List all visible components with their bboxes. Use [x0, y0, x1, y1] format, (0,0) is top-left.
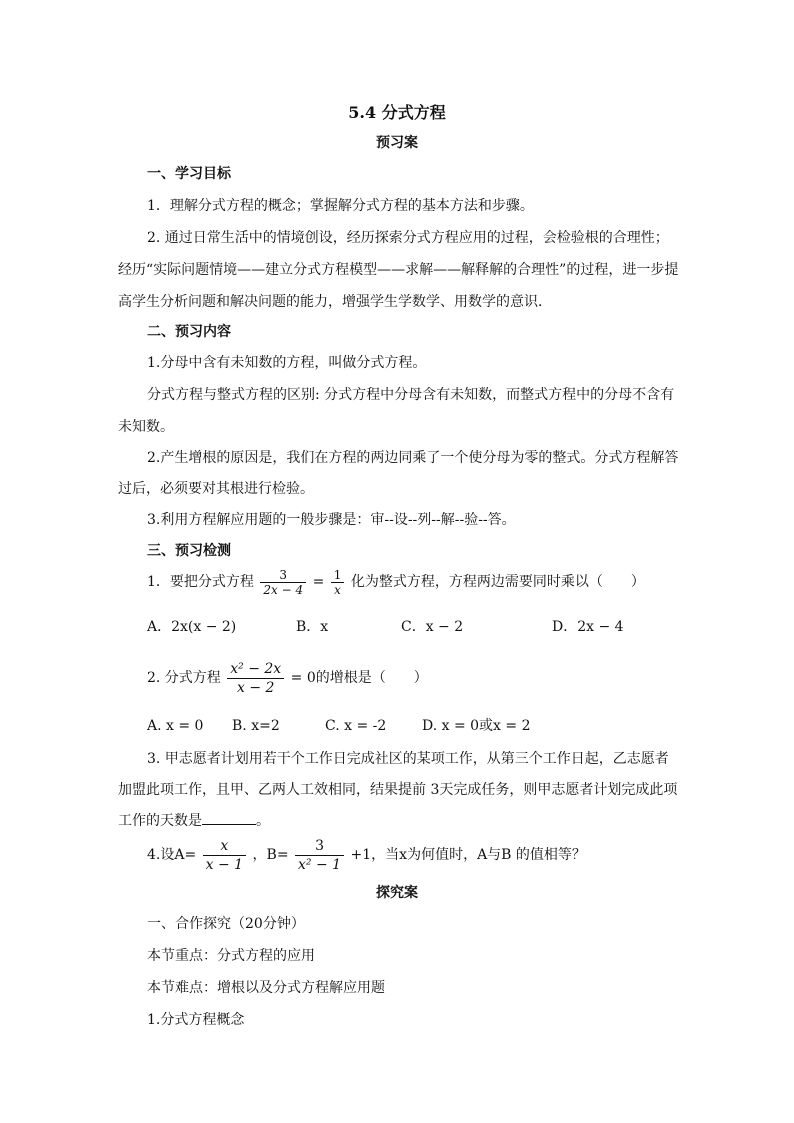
- q2-option-d: D. x = 0或x = 2: [422, 718, 531, 734]
- q2-prefix: 2. 分式方程: [147, 670, 221, 686]
- content-3: 3.利用方程解应用题的一般步骤是：审--设--列--解--验--答。: [147, 512, 516, 528]
- q4-frac-a-num: x: [203, 837, 246, 856]
- content-1: 1.分母中含有未知数的方程，叫做分式方程。: [147, 355, 427, 371]
- question-3-line-3: [118, 810, 270, 831]
- q1-equals: =: [312, 574, 325, 590]
- q1-frac-right-num: 1: [331, 568, 345, 583]
- question-4: [147, 833, 586, 877]
- goal-1: 1．理解分式方程的概念；掌握解分式方程的基本方法和步骤。: [147, 198, 534, 214]
- key-point: 本节重点：分式方程的应用: [147, 948, 315, 964]
- q2-suffix: = 0的增根是（ ）: [290, 670, 428, 686]
- content-1b-line-2: 未知数。: [118, 419, 174, 435]
- q1-frac-right-den: x: [334, 582, 341, 597]
- learning-goals-heading: 一、学习目标: [147, 166, 231, 182]
- preview-heading: 预习案: [376, 135, 418, 151]
- goal-2-line-3: 高学生分析问题和解决问题的能力，增强学生学数学、用数学的意识．: [118, 294, 552, 310]
- goal-2-line-1: 2. 通过日常生活中的情境创设，经历探索分式方程应用的过程，会检验根的合理性；: [147, 230, 669, 246]
- q2-option-a: A. x = 0: [147, 718, 204, 734]
- question-3-line-1: 3. 甲志愿者计划用若干个工作日完成社区的某项工作，从第三个工作日起，乙志愿者: [147, 751, 669, 767]
- q3-end: 。: [256, 813, 270, 829]
- cooperative-explore-heading: 一、合作探究（20分钟）: [147, 916, 305, 932]
- q1-prefix: 1．要把分式方程: [147, 574, 254, 590]
- q1-option-b: B．x: [296, 619, 329, 635]
- explore-heading: 探究案: [376, 885, 418, 901]
- q4-frac-b-num: 3: [295, 837, 344, 856]
- q1-option-a: A．2x(x − 2): [147, 619, 237, 635]
- q4-suffix: +1，当x为何值时，A与B 的值相等？: [350, 847, 586, 863]
- preview-check-heading: 三、预习检测: [147, 543, 231, 559]
- content-2-line-1: 2.产生增根的原因是，我们在方程的两边同乘了一个使分母为零的整式。分式方程解答: [147, 450, 679, 466]
- explore-item-1: 1.分式方程概念: [147, 1012, 245, 1028]
- q4-fraction-a: [203, 837, 246, 874]
- goal-2-line-2: 经历“实际问题情境——建立分式方程模型——求解——解释解的合理性”的过程，进一步提: [118, 262, 679, 278]
- q4-prefix: 4.设A=: [147, 847, 197, 863]
- question-2: [147, 656, 428, 700]
- q1-option-d: D．2x − 4: [552, 619, 624, 635]
- q2-frac-den: x − 2: [237, 679, 275, 696]
- q3-answer-blank: [202, 810, 256, 825]
- question-1: [147, 564, 645, 600]
- q1-suffix: 化为整式方程，方程两边需要同时乘以（ ）: [350, 574, 645, 590]
- question-3-line-2: 加盟此项工作，且甲、乙两人工效相同，结果提前 3天完成任务，则甲志愿者计划完成此项: [118, 782, 678, 798]
- q3-text: 工作的天数是: [118, 813, 202, 829]
- difficult-point: 本节难点：增根以及分式方程解应用题: [147, 980, 385, 996]
- q1-fraction-right: [331, 568, 345, 597]
- q2-option-b: B. x=2: [232, 718, 280, 734]
- q4-frac-b-den: x² − 1: [298, 856, 342, 873]
- q1-frac-left-num: 3: [260, 568, 306, 583]
- q2-frac-num: x² − 2x: [227, 660, 284, 679]
- doc-title: 5.4 分式方程: [348, 103, 446, 122]
- q1-frac-left-den: 2x − 4: [263, 582, 304, 597]
- q2-option-c: C. x = -2: [325, 718, 387, 734]
- q2-fraction: [227, 660, 284, 697]
- q1-fraction-left: [260, 568, 306, 597]
- q4-fraction-b: [295, 837, 344, 874]
- q4-frac-a-den: x − 1: [205, 856, 244, 873]
- q4-middle: ，B=: [252, 847, 289, 863]
- content-2-line-2: 过后，必须要对其根进行检验。: [118, 481, 314, 497]
- preview-content-heading: 二、预习内容: [147, 324, 231, 340]
- q1-option-c: C．x − 2: [401, 619, 464, 635]
- content-1b-line-1: 分式方程与整式方程的区别: 分式方程中分母含有未知数，而整式方程中的分母不含有: [147, 387, 675, 403]
